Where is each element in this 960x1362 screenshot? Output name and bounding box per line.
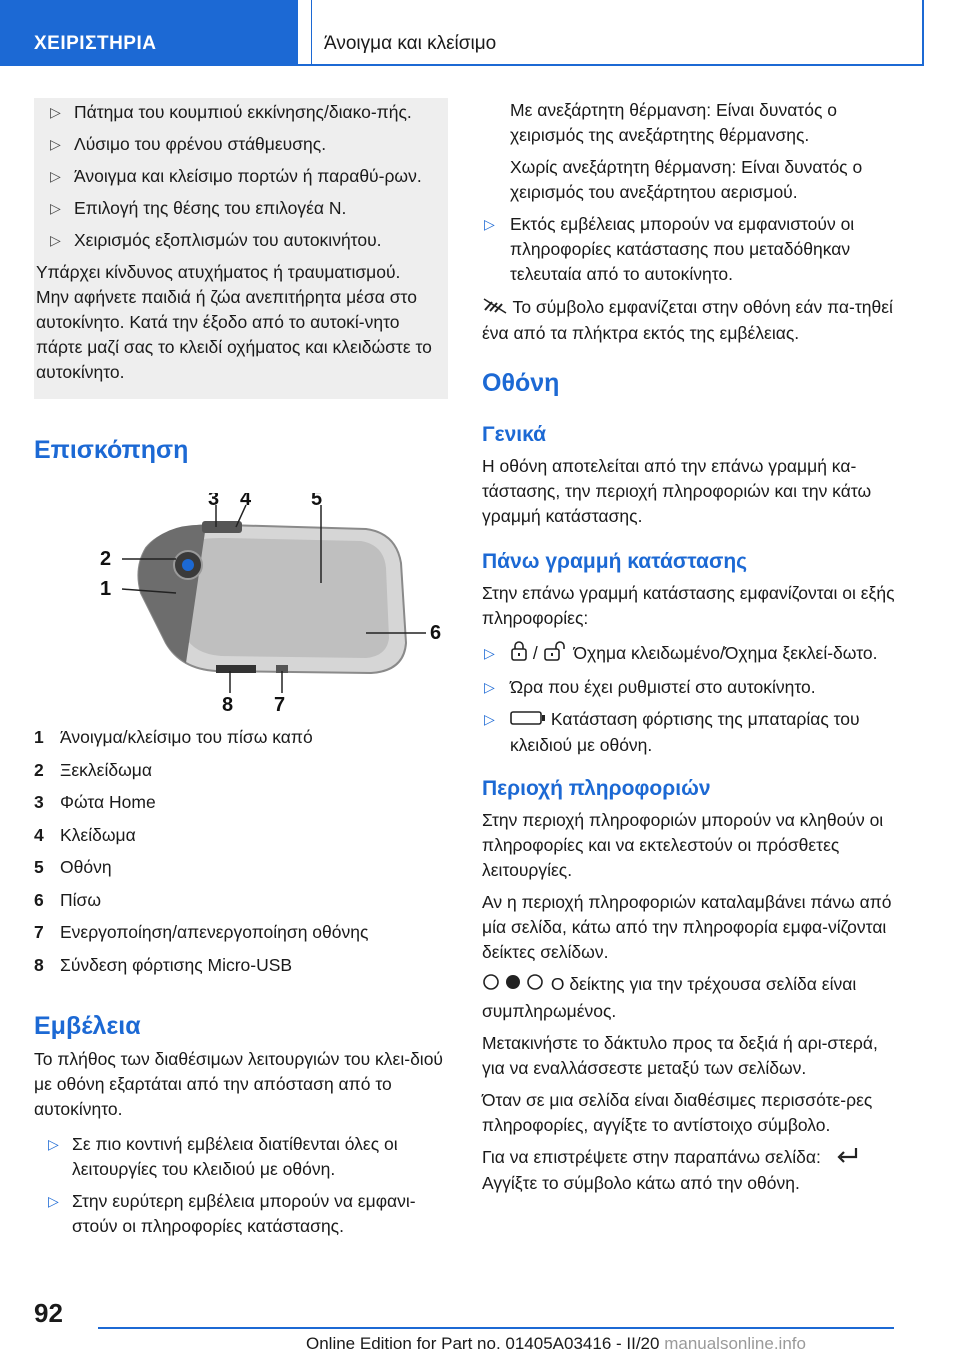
range-text: Το πλήθος των διαθέσιμων λειτουργιών του κλει-διού με οθόνη εξαρτάται από την απόσταση από το αυτοκίνητο. [34,1049,444,1119]
list-item: ▷ Χειρισμός εξοπλισμών του αυτοκινήτου. [36,228,438,253]
chapter-title: Άνοιγμα και κλείσιμο [324,33,497,54]
legend-item: 4 Κλείδωμα [34,824,136,845]
header-right-rule [922,0,924,64]
footer-edition: Online Edition for Part no. 01405A03416 - II/20 manualsonline.info [306,1334,806,1353]
lock-open-icon [543,641,569,668]
display-key-illustration [66,493,446,713]
warning-text: Υπάρχει κίνδυνος ατυχήματος ή τραυματισμού. Μην αφήνετε παιδιά ή ζώα ανεπιτήρητα μέσα στο αυτοκίνητο. Κατά την έξοδο από το αυτοκί-νητο πάρτε μαζί σας το κλειδί οχήματος και κλειδώστε το αυτοκίνητο. [36,262,432,382]
footer-rule [98,1327,894,1329]
back-text-2: Αγγίξτε το σύμβολο κάτω από την οθόνη. [482,1172,800,1193]
back-arrow-icon [836,1146,860,1171]
callout-1: 1 [100,578,112,600]
heater-without-text: Χωρίς ανεξάρτητη θέρμανση: Είναι δυνατός ο χειρισμός του ανεξάρτητου αερισμού. [510,157,863,202]
page-indicator-text: Ο δείκτης για την τρέχουσα σελίδα είναι συμπληρωμένος. [482,972,896,1024]
top-bar-heading: Πάνω γραμμή κατάστασης [482,549,748,573]
left-column [34,98,448,1246]
list-item: ▷ / Όχημα κλειδωμένο/Όχημα ξεκλεί-δωτο. [482,641,896,668]
callout-6: 6 [430,622,442,644]
list-item: ▷ Πάτημα του κουμπιού εκκίνησης/διακο-πής. [36,100,438,125]
bullet-triangle-icon: ▷ [484,710,495,727]
warning-box [34,98,448,399]
callout-7: 7 [274,694,286,713]
legend-item: 6 Πίσω [34,889,101,910]
bullet-triangle-icon: ▷ [48,1193,59,1209]
out-of-range-icon [482,296,508,321]
more-info-text: Όταν σε μια σελίδα είναι διαθέσιμες περισσότε-ρες πληροφορίες, αγγίξτε το αντίστοιχο σύμβολο. [482,1089,873,1135]
legend-item: 1 Άνοιγμα/κλείσιμο του πίσω καπό [34,727,313,747]
bullet-triangle-icon: ▷ [50,232,61,248]
lock-closed-icon [510,641,528,668]
legend-list [34,725,448,985]
callout-5: 5 [311,493,323,510]
list-item: ▷ Στην ευρύτερη εμβέλεια μπορούν να εμφανι-στούν οι πληροφορίες κατάστασης. [48,1191,416,1236]
top-bar-text: Στην επάνω γραμμή κατάστασης εμφανίζονται οι εξής πληροφορίες: [482,582,895,628]
legend-item: 3 Φώτα Home [34,792,156,812]
bullet-triangle-icon: ▷ [50,168,61,184]
page-header [0,0,960,66]
page-number: 92 [34,1298,63,1328]
list-item: ▷ Εκτός εμβέλειας μπορούν να εμφανιστούν οι πληροφορίες κατάστασης που μεταδόθηκαν τελευταία από το αυτοκίνητο. [484,214,855,284]
info-text-2: Αν η περιοχή πληροφοριών καταλαμβάνει πάνω από μία σελίδα, κάτω από την πληροφορία εμφα-νίζονται δείκτες σελίδων. [482,891,892,962]
bullet-triangle-icon: ▷ [50,200,61,216]
heater-with-text: Με ανεξάρτητη θέρμανση: Είναι δυνατός ο χειρισμός της ανεξάρτητης θέρμανσης. [510,100,837,145]
bullet-triangle-icon: ▷ [48,1136,59,1152]
bullet-triangle-icon: ▷ [484,216,495,232]
callout-4: 4 [240,493,252,510]
legend-item: 7 Ενεργοποίηση/απενεργοποίηση οθόνης [34,922,369,942]
list-item: ▷ Ώρα που έχει ρυθμιστεί στο αυτοκίνητο. [482,675,896,700]
overview-heading: Επισκόπηση [34,436,189,464]
callout-2: 2 [100,548,112,570]
legend-item: 2 Ξεκλείδωμα [34,759,152,780]
list-item: ▷ Σε πιο κοντινή εμβέλεια διατίθενται όλες οι λειτουργίες του κλειδιού με οθόνη. [48,1134,398,1179]
info-text-1: Στην περιοχή πληροφοριών μπορούν να κληθούν οι πληροφορίες και να εκτελεστούν οι πρόσθετες λειτουργίες. [482,809,884,880]
list-item: ▷ Επιλογή της θέσης του επιλογέα N. [36,196,438,221]
general-heading: Γενικά [482,422,547,446]
back-text: Για να επιστρέψετε στην παραπάνω σελίδα: [482,1145,896,1171]
bullet-triangle-icon: ▷ [484,644,495,661]
range-heading: Εμβέλεια [34,1012,141,1040]
list-item: ▷ Κατάσταση φόρτισης της μπαταρίας του κλειδιού με οθόνη. [484,708,860,755]
battery-icon [510,708,546,733]
symbol-note: Το σύμβολο εμφανίζεται στην οθόνη εάν πα-τηθεί ένα από τα πλήκτρα εκτός της εμβέλειας. [482,297,893,343]
section-title: ΧΕΙΡΙΣΤΗΡΙΑ [0,0,298,66]
legend-item: 8 Σύνδεση φόρτισης Micro-USB [34,954,293,975]
key-figure [66,493,446,713]
bullet-triangle-icon: ▷ [50,104,61,120]
header-divider [311,0,312,64]
header-rule [298,64,924,66]
bullet-triangle-icon: ▷ [50,136,61,152]
right-column [482,98,896,1196]
bullet-triangle-icon: ▷ [484,678,495,695]
display-heading: Οθόνη [482,368,560,397]
info-area-heading: Περιοχή πληροφοριών [482,776,711,800]
footer-watermark: manualsonline.info [664,1334,806,1353]
callout-3: 3 [208,493,220,510]
swipe-text: Μετακινήστε το δάκτυλο προς τα δεξιά ή αρι-στερά, για να εναλλάσσεστε μεταξύ των σελίδων. [482,1032,878,1078]
legend-item: 5 Οθόνη [34,857,112,877]
page-dots-icon [482,972,546,999]
list-item: ▷ Λύσιμο του φρένου στάθμευσης. [36,132,438,157]
general-text: Η οθόνη αποτελείται από την επάνω γραμμή κα-τάστασης, την περιοχή πληροφοριών και την κάτω γραμμή κατάστασης. [482,455,872,526]
callout-8: 8 [222,694,234,713]
list-item: ▷ Άνοιγμα και κλείσιμο πορτών ή παραθύ-ρων. [36,164,438,189]
